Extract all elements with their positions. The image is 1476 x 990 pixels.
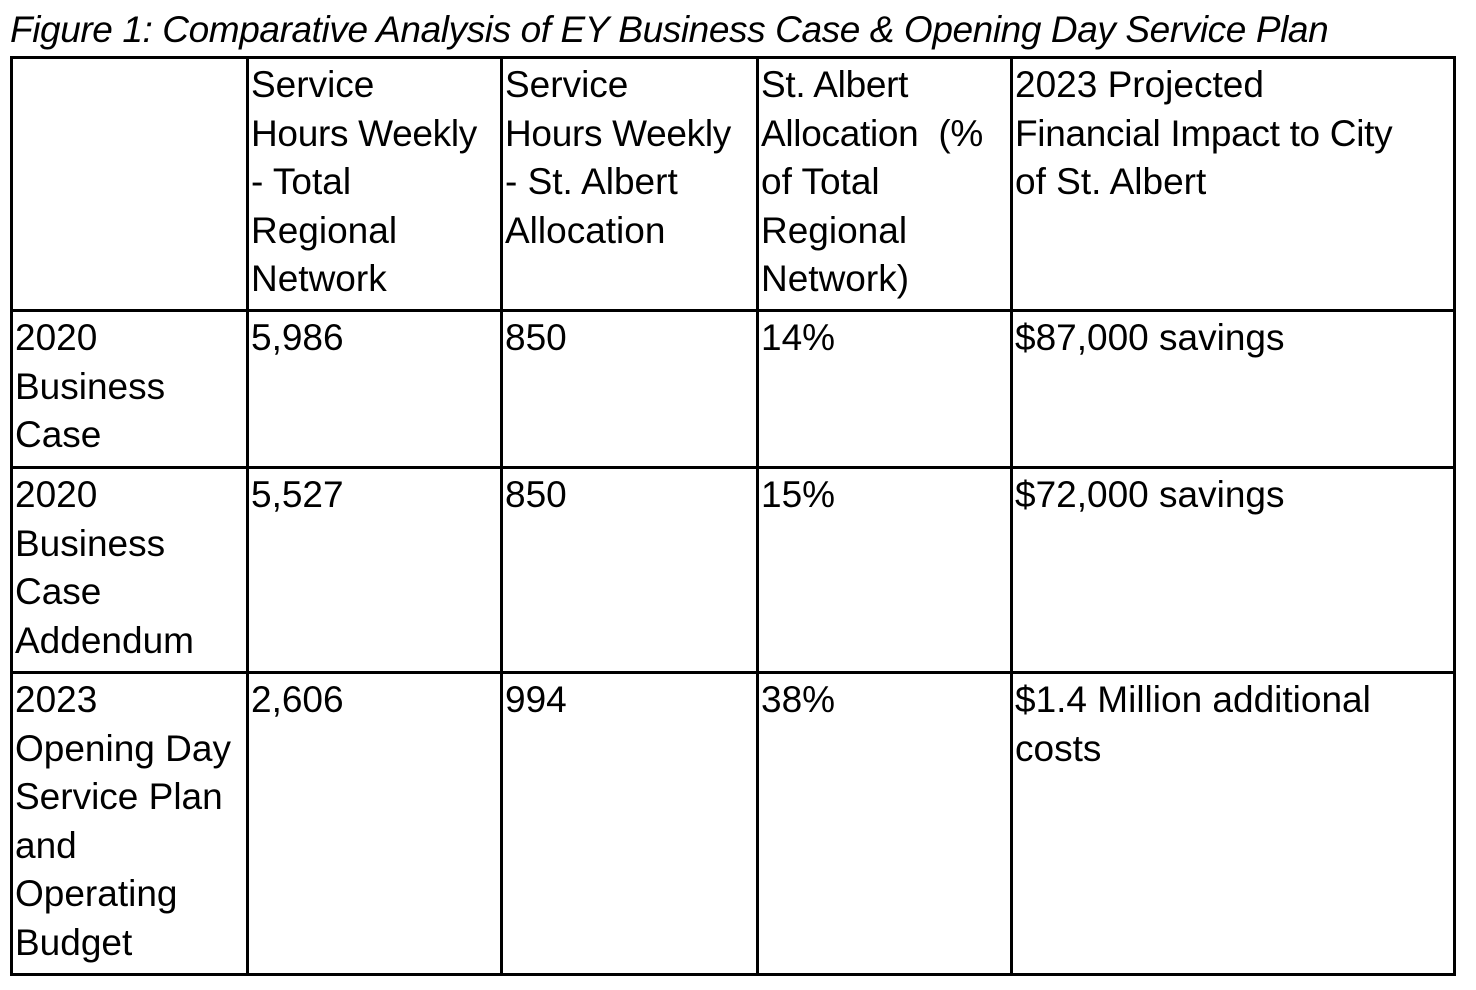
header-allocation-pct-line1: St. Albert (761, 64, 909, 105)
cell-financial-impact: $1.4 Million additional costs (1012, 673, 1455, 975)
cell-allocation-pct: 38% (758, 673, 1012, 975)
row-label: 2020 Business Case (12, 311, 248, 468)
row-label: 2020 Business Case Addendum (12, 468, 248, 673)
cell-financial-impact: $72,000 savings (1012, 468, 1455, 673)
cell-total-hours: 2,606 (248, 673, 502, 975)
header-st-albert-hours-line2: Hours Weekly (505, 112, 732, 154)
cell-total-hours: 5,527 (248, 468, 502, 673)
header-total-hours: Service Hours Weekly - Total Regional Network (248, 58, 502, 311)
table-row (12, 673, 1455, 975)
header-cell-empty (12, 58, 248, 311)
cell-st-albert-hours: 850 (502, 468, 758, 673)
table-header-row (12, 58, 1455, 311)
cell-financial-impact: $87,000 savings (1012, 311, 1455, 468)
comparison-table (10, 56, 1456, 976)
table-row (12, 468, 1455, 673)
cell-st-albert-hours: 994 (502, 673, 758, 975)
figure-caption: Figure 1: Comparative Analysis of EY Business Case & Opening Day Service Plan (10, 9, 1329, 50)
header-st-albert-hours: Service Hours Weekly - St. Albert Allocation (502, 58, 758, 311)
header-total-hours-line2: Hours Weekly (251, 112, 478, 154)
header-financial-impact: 2023 Projected Financial Impact to City of St. Albert (1012, 58, 1455, 311)
cell-total-hours: 5,986 (248, 311, 502, 468)
table-row (12, 311, 1455, 468)
row-label: 2023 Opening Day Service Plan and Operating Budget (12, 673, 248, 975)
cell-st-albert-hours: 850 (502, 311, 758, 468)
cell-allocation-pct: 15% (758, 468, 1012, 673)
header-allocation-pct: St. Albert Allocation (% of Total Regional Network) (758, 58, 1012, 311)
cell-allocation-pct: 14% (758, 311, 1012, 468)
header-financial-impact-line2: Financial Impact to City (1015, 112, 1393, 154)
header-allocation-pct-line2: Allocation (% (761, 112, 984, 154)
